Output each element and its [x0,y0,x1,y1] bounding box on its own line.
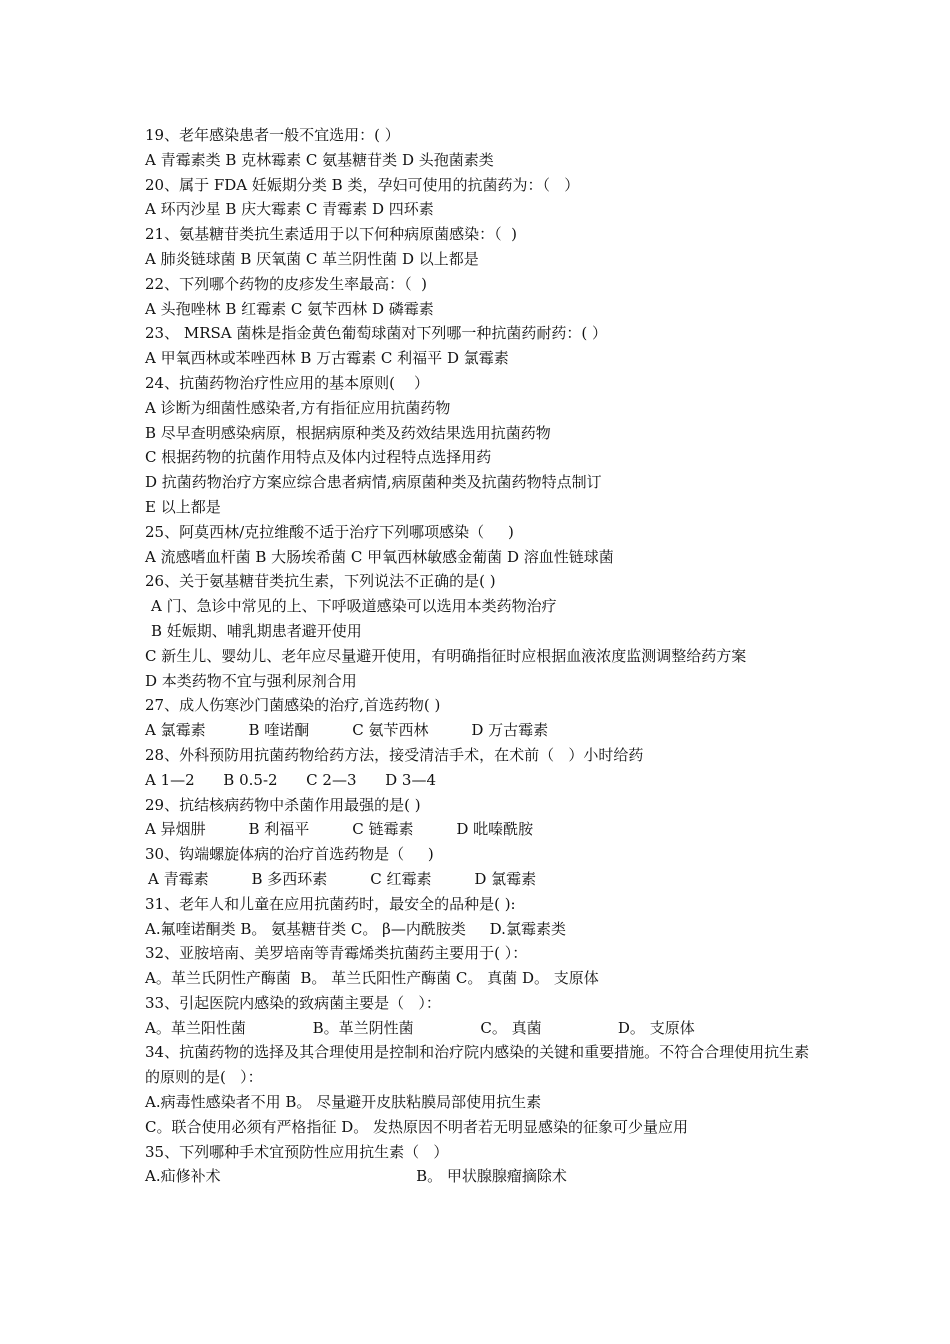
options-29: A 异烟肼 B 利福平 C 链霉素 D 吡嗪酰胺 [145,820,534,839]
question-23: 23、 MRSA 菌株是指金黄色葡萄球菌对下列哪一种抗菌药耐药：( ） [145,324,608,343]
question-30: 30、钩端螺旋体病的治疗首选药物是（ ) [145,845,434,864]
option-26-b: B 妊娠期、哺乳期患者避开使用 [151,621,362,640]
option-26-a: A 门、急诊中常见的上、下呼吸道感染可以选用本类药物治疗 [151,597,557,616]
option-26-d: D 本类药物不宜与强利尿剂合用 [145,671,357,690]
question-35: 35、下列哪种手术宜预防性应用抗生素（ ） [145,1142,449,1161]
question-19: 19、老年感染患者一般不宜选用：( ） [145,126,400,144]
options-23: A 甲氧西林或苯唑西林 B 万古霉素 C 利福平 D 氯霉素 [145,349,509,368]
options-25: A 流感嗜血杆菌 B 大肠埃希菌 C 甲氧西林敏感金葡菌 D 溶血性链球菌 [145,547,614,566]
options-19: A 青霉素类 B 克林霉素 C 氨基糖苷类 D 头孢菌素类 [145,150,494,169]
option-24-a: A 诊断为细菌性感染者,方有指征应用抗菌药物 [145,398,451,417]
options-27: A 氯霉素 B 喹诺酮 C 氨苄西林 D 万古霉素 [145,721,549,740]
option-26-c: C 新生儿、婴幼儿、老年应尽量避开使用，有明确指征时应根据血液浓度监测调整给药方案 [145,646,747,665]
question-27: 27、成人伤寒沙门菌感染的治疗,首选药物( ) [145,696,441,715]
question-32: 32、亚胺培南、美罗培南等青霉烯类抗菌药主要用于( ）： [145,944,528,963]
question-list [145,123,810,1189]
options-34-ab: A.病毒性感染者不用 B。 尽量避开皮肤粘膜局部使用抗生素 [145,1093,542,1112]
options-34-cd: C。联合使用必须有严格指征 D。 发热原因不明者若无明显感染的征象可少量应用 [145,1117,689,1136]
question-31: 31、老年人和儿童在应用抗菌药时，最安全的品种是( ): [145,894,516,913]
question-26: 26、关于氨基糖苷类抗生素，下列说法不正确的是( ) [145,572,496,591]
question-20: 20、属于 FDA 妊娠期分类 B 类，孕妇可使用的抗菌药为：（ ） [145,175,580,194]
options-35: A.疝修补术 B。 甲状腺腺瘤摘除术 [145,1167,567,1186]
question-33: 33、引起医院内感染的致病菌主要是（ ）： [145,993,441,1012]
option-24-e: E 以上都是 [145,497,221,516]
options-20: A 环丙沙星 B 庆大霉素 C 青霉素 D 四环素 [145,200,434,219]
option-24-b: B 尽早查明感染病原，根据病原种类及药效结果选用抗菌药物 [145,423,551,442]
question-28: 28、外科预防用抗菌药物给药方法，接受清洁手术，在术前（ ）小时给药 [145,745,644,764]
options-22: A 头孢唑林 B 红霉素 C 氨苄西林 D 磷霉素 [145,299,434,318]
options-28: A 1—2 B 0.5-2 C 2—3 D 3—4 [145,770,436,789]
option-24-c: C 根据药物的抗菌作用特点及体内过程特点选择用药 [145,448,492,467]
options-21: A 肺炎链球菌 B 厌氧菌 C 革兰阴性菌 D 以上都是 [145,249,479,268]
options-31: A.氟喹诺酮类 B。 氨基糖苷类 C。 β—内酰胺类 D.氯霉素类 [145,919,566,938]
question-24: 24、抗菌药物治疗性应用的基本原则( ） [145,373,430,392]
options-33: A。革兰阳性菌 B。革兰阴性菌 C。 真菌 D。 支原体 [145,1018,695,1037]
question-29: 29、抗结核病药物中杀菌作用最强的是( ) [145,795,421,814]
options-32: A。革兰氏阴性产酶菌 B。 革兰氏阳性产酶菌 C。 真菌 D。 支原体 [145,969,599,988]
options-30: A 青霉素 B 多西环素 C 红霉素 D 氯霉素 [148,869,537,888]
question-21: 21、氨基糖苷类抗生素适用于以下何种病原菌感染：（ ) [145,225,517,244]
question-34: 34、抗菌药物的选择及其合理使用是控制和治疗院内感染的关键和重要措施。不符合合理使用抗生素的原则的是( ）： [145,1043,810,1087]
option-24-d: D 抗菌药物治疗方案应综合患者病情,病原菌种类及抗菌药物特点制订 [145,473,602,492]
question-25: 25、阿莫西林/克拉维酸不适于治疗下列哪项感染（ ) [145,522,514,541]
question-22: 22、下列哪个药物的皮疹发生率最高：（ ) [145,274,427,293]
